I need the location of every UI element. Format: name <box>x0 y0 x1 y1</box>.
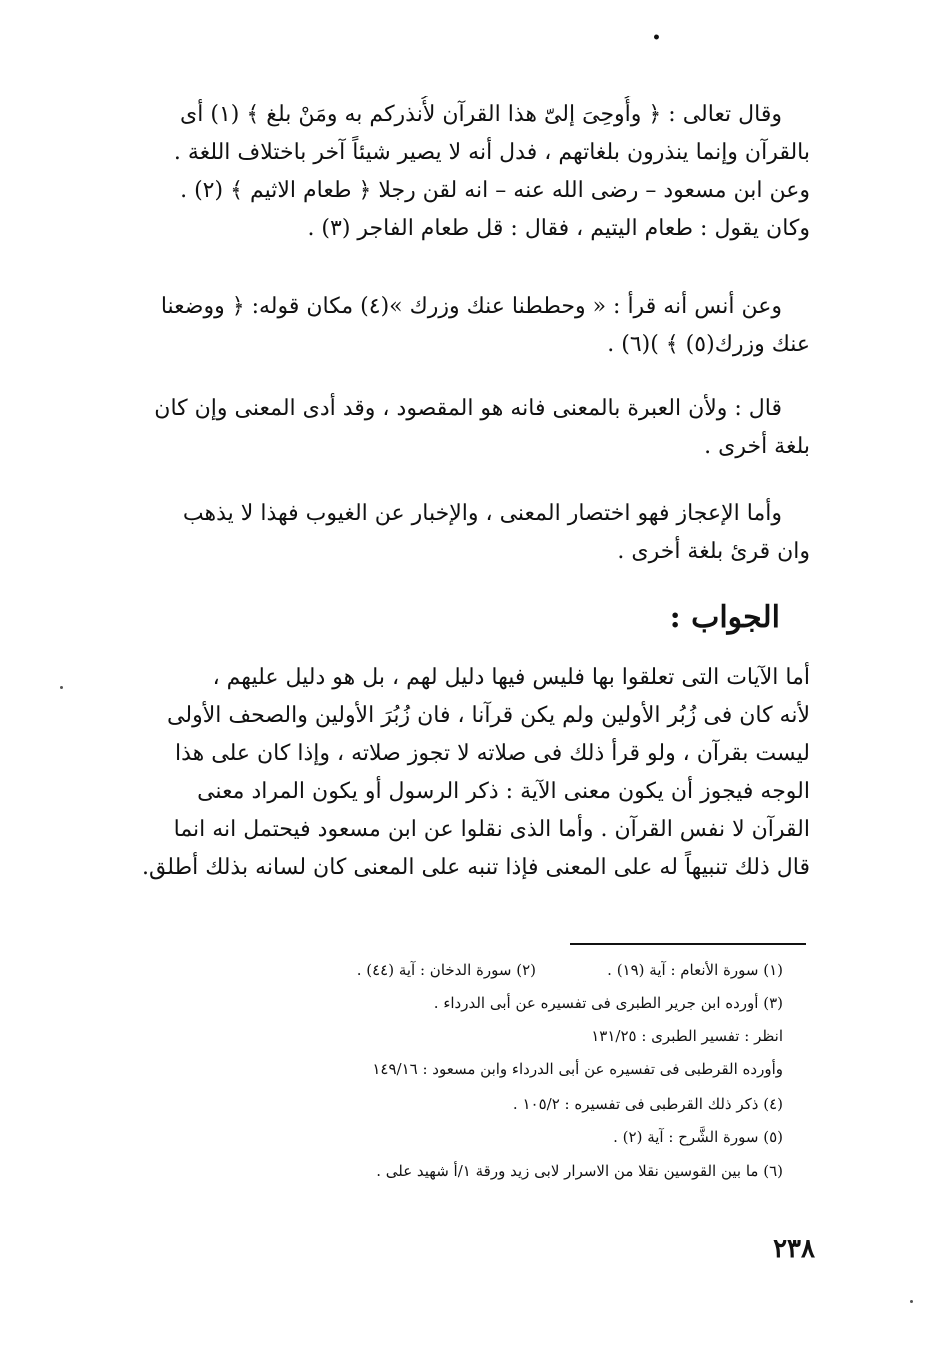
header-mark: • <box>652 30 661 46</box>
footnote-2: (٢) سورة الدخان : آية (٤٤) . <box>356 961 536 979</box>
paragraph-4 <box>105 495 810 571</box>
text-line: قال : ولأن العبرة بالمعنى فانه هو المقصود ، وقد أدى المعنى وإن كان <box>154 396 782 421</box>
paragraph-2 <box>105 288 810 364</box>
text-line: وأما الإعجاز فهو اختصار المعنى ، والإخبار عن الغيوب فهذا لا يذهب <box>182 501 782 526</box>
footnote-6: (٦) ما بين القوسين نقلا من الاسرار لابى زيد ورقة ١/أ شهيد على . <box>376 1162 783 1180</box>
footnote-5: (٥) سورة الشَّرح : آية (٢) . <box>613 1128 783 1146</box>
paragraph-1 <box>105 96 810 248</box>
text-line: بلغة أخرى . <box>704 434 810 459</box>
text-line: وقال تعالى : ﴿ وأُوحِىَ إلىّ هذا القرآن لأُنذركم به ومَنْ بلغ ﴾ (١) أى <box>180 102 782 127</box>
footnote-1: (١) سورة الأنعام : آية (١٩) . <box>607 961 783 979</box>
text-line: وكان يقول : طعام اليتيم ، فقال : قل طعام الفاجر (٣) . <box>307 216 810 241</box>
answer-paragraph <box>105 659 810 887</box>
text-line: عنك وزرك(٥) ﴾ )(٦) . <box>607 332 810 357</box>
footnote-4: (٤) ذكر ذلك القرطبى فى تفسيره : ١٠٥/٢ . <box>512 1095 783 1113</box>
text-line: وعن أنس أنه قرأ : « وحططنا عنك وزرك »(٤) مكان قوله: ﴿ ووضعنا <box>160 294 782 319</box>
text-line: ليست بقرآن ، ولو قرأ ذلك فى صلاته لا تجوز صلاته ، وإذا كان على هذا <box>175 741 810 766</box>
footnote-3: (٣) أورده ابن جرير الطبرى فى تفسيره عن أبى الدرداء . <box>433 994 783 1012</box>
scan-speck <box>910 1300 913 1303</box>
text-line: قال ذلك تنبيهاً له على المعنى فإذا تنبه على المعنى كان لسانه بذلك أطلق. <box>141 855 810 880</box>
footnote-separator <box>570 943 806 945</box>
footnote-3-ref-b: وأورده القرطبى فى تفسيره عن أبى الدرداء وابن مسعود : ١٤٩/١٦ <box>372 1060 783 1078</box>
text-line: بالقرآن وإنما ينذرون بلغاتهم ، فدل أنه لا يصير شيئاً آخر باختلاف اللغة . <box>173 140 810 165</box>
page-number: ٢٣٨ <box>773 1234 815 1264</box>
text-line: القرآن لا نفس القرآن . وأما الذى نقلوا عن ابن مسعود فيحتمل انه انما <box>173 817 810 842</box>
text-line: أما الآيات التى تعلقوا بها فليس فيها دليل لهم ، بل هو دليل عليهم ، <box>212 665 810 690</box>
text-line: لأنه كان فى زُبُر الأولين ولم يكن قرآنا ، فان زُبُرَ الأولين والصحف الأولى <box>167 703 810 728</box>
scan-speck <box>60 686 63 689</box>
text-line: الوجه فيجوز أن يكون معنى الآية : ذكر الرسول أو يكون المراد معنى <box>197 779 810 804</box>
section-heading: الجواب : <box>669 600 780 635</box>
text-line: وان قرئ بلغة أخرى . <box>617 539 810 564</box>
paragraph-3 <box>105 390 810 466</box>
footnote-3-ref-a: انظر : تفسير الطبرى : ١٣١/٢٥ <box>591 1027 783 1045</box>
text-line: وعن ابن مسعود – رضى الله عنه – انه لقن رجلا ﴿ طعام الاثيم ﴾ (٢) . <box>180 178 810 203</box>
